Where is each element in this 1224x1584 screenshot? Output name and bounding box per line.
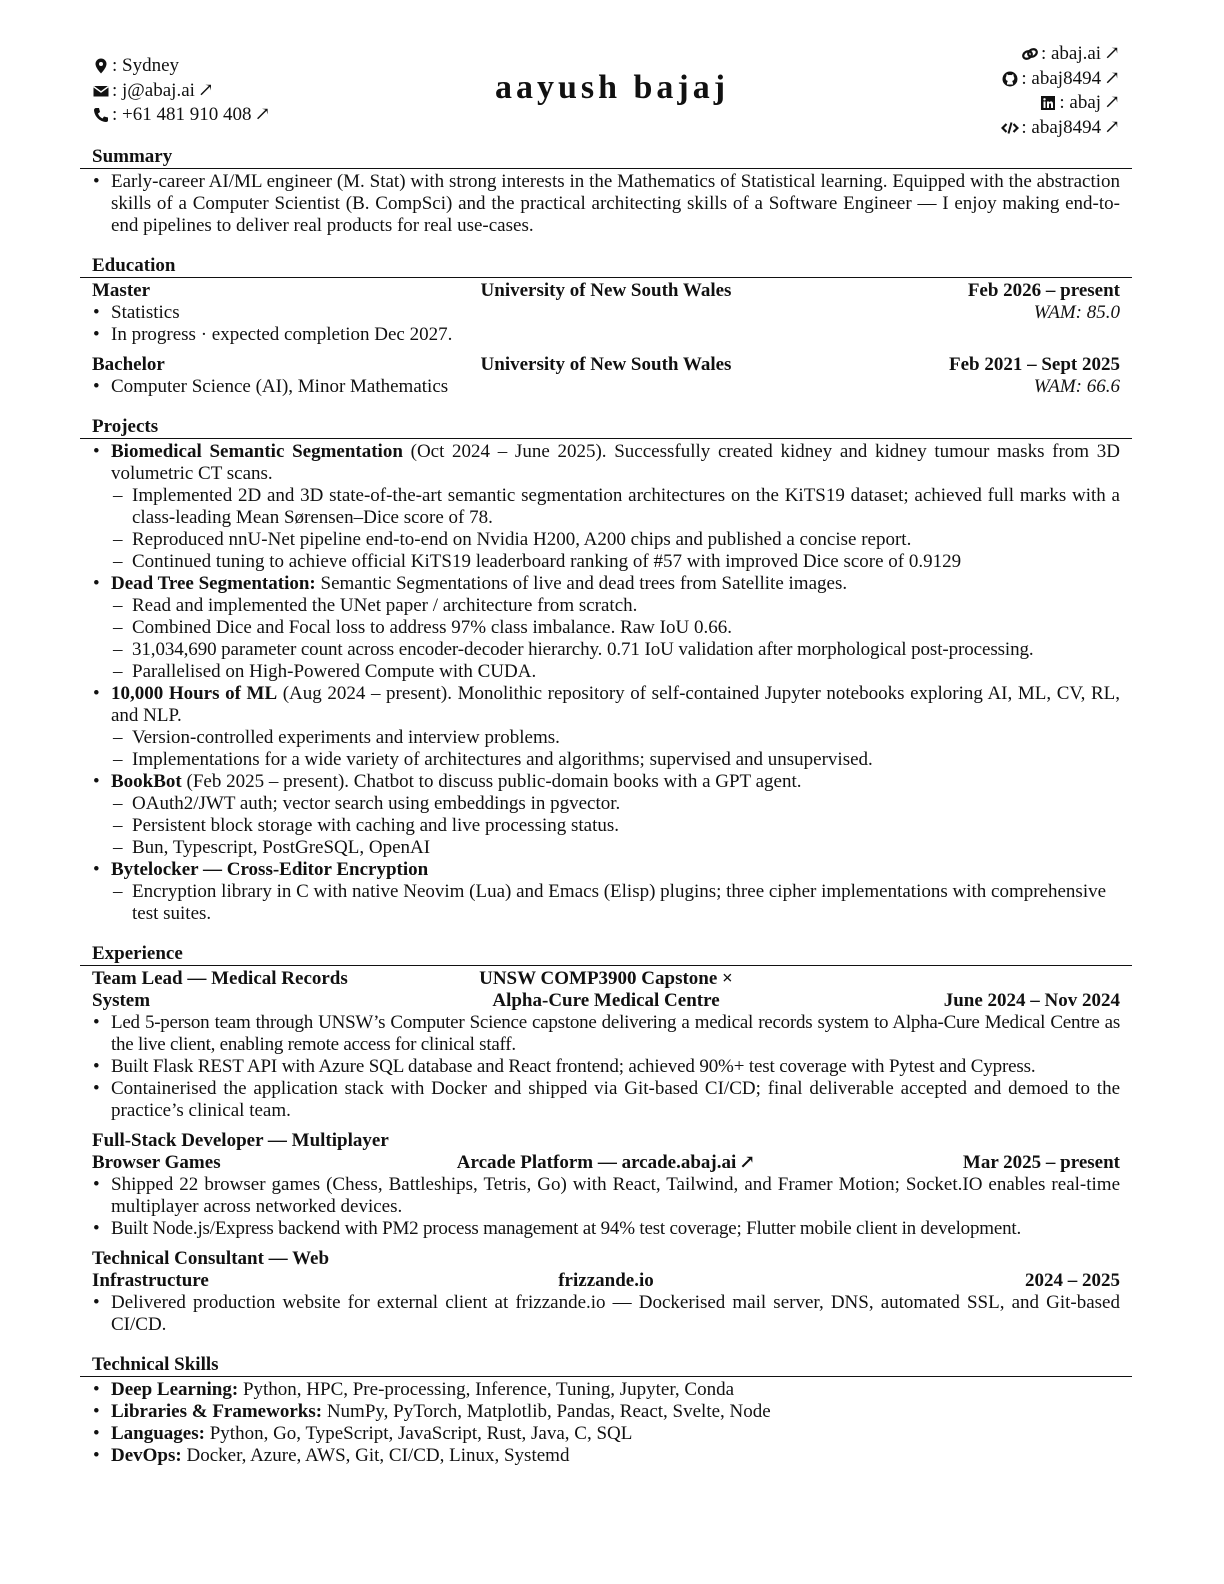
phone-link[interactable]: : +61 481 910 408 <box>112 104 252 126</box>
dates: Feb 2026 – present <box>967 280 1120 301</box>
project-detail: – Implementations for a wide variety of architectures and algorithms; supervised and unsupervised. <box>92 749 1120 771</box>
project-desc: Semantic Segmentations of live and dead trees from Satellite images. <box>315 573 848 594</box>
project-detail: – OAuth2/JWT auth; vector search using embeddings in pgvector. <box>92 793 1120 815</box>
project-item <box>92 771 1120 793</box>
resume-content <box>0 144 1224 1467</box>
dates: Mar 2025 – present <box>962 1152 1120 1173</box>
project-desc: (Feb 2025 – present). Chatbot to discuss public-domain books with a GPT agent. <box>181 771 802 792</box>
experience-bullet: • Built Flask REST API with Azure SQL database and React frontend; achieved 90%+ test coverage with Pytest and Cypress. <box>92 1056 1120 1078</box>
project-detail: – 31,034,690 parameter count across encoder-decoder hierarchy. 0.71 IoU validation after morphological post-processing. <box>92 639 1120 661</box>
experience-entry-header <box>92 1248 1120 1292</box>
education-section <box>0 253 1224 398</box>
section-title: Technical Skills <box>80 1352 1132 1377</box>
skill-label: Languages: <box>111 1423 205 1444</box>
project-name: Dead Tree Segmentation: <box>111 573 316 594</box>
degree: Master <box>92 280 151 301</box>
school: University of New South Wales <box>480 354 732 375</box>
code-icon <box>1001 119 1019 137</box>
education-entry-header <box>92 280 1120 302</box>
github-row[interactable] <box>1001 67 1120 92</box>
role: Team Lead — Medical Records System <box>92 968 348 1011</box>
experience-entry-header <box>92 1130 1120 1174</box>
project-detail: – Combined Dice and Focal loss to address 97% class imbalance. Raw IoU 0.66. <box>92 617 1120 639</box>
organization: UNSW COMP3900 Capstone × Alpha-Cure Medical Centre <box>479 968 733 1011</box>
skill-label: DevOps: <box>111 1445 182 1466</box>
location-text: : Sydney <box>112 55 180 77</box>
summary-section <box>0 144 1224 237</box>
project-item <box>92 859 1120 881</box>
external-link-icon: ↗ <box>1104 43 1120 65</box>
role: Technical Consultant — Web Infrastructure <box>92 1248 330 1291</box>
education-entry-header <box>92 354 1120 376</box>
project-name: BookBot <box>111 771 182 792</box>
wam-score: WAM: 66.6 <box>1033 376 1120 397</box>
project-detail: – Implemented 2D and 3D state-of-the-art semantic segmentation architectures on the KiTS19 dataset; achieved full marks with a class-leading Mean Sørensen–Dice score of 78. <box>92 485 1120 529</box>
organization: frizzande.io <box>558 1270 654 1291</box>
project-detail: – Bun, Typescript, PostGreSQL, OpenAI <box>92 837 1120 859</box>
experience-section <box>0 941 1224 1336</box>
external-link-icon: ↗ <box>1104 67 1120 89</box>
project-item <box>92 683 1120 727</box>
dates: Feb 2021 – Sept 2025 <box>949 354 1120 375</box>
linkedin-row[interactable] <box>1001 91 1120 116</box>
experience-bullet: • Led 5-person team through UNSW’s Computer Science capstone delivering a medical records system to Alpha-Cure Medical Centre as the live client, enabling remote access for clinical staff. <box>92 1012 1120 1056</box>
project-detail: – Persistent block storage with caching and live processing status. <box>92 815 1120 837</box>
degree: Bachelor <box>92 354 165 375</box>
experience-bullet: • Shipped 22 browser games (Chess, Battleships, Tetris, Go) with React, Tailwind, and Framer Motion; Socket.IO enables real-time multiplayer across networked devices. <box>92 1174 1120 1218</box>
education-field: • Computer Science (AI), Minor Mathematics <box>92 376 448 398</box>
project-detail: – Reproduced nnU-Net pipeline end-to-end on Nvidia H200, A200 chips and published a concise report. <box>92 529 1120 551</box>
projects-section <box>0 414 1224 925</box>
skill-item <box>92 1401 1120 1423</box>
experience-entry-header <box>92 968 1120 1012</box>
external-link-icon: ↗ <box>254 104 271 126</box>
linkedin-icon <box>1039 94 1057 112</box>
summary-text: • Early-career AI/ML engineer (M. Stat) with strong interests in the Mathematics of Statistical learning. Equipped with the abstraction skills of a Computer Scientist (B. CompSci) and the practical architecting skills of a Software Engineer — I enjoy making end-to-end pipelines to deliver real products for real use-cases. <box>92 171 1120 237</box>
skill-label: Deep Learning: <box>111 1379 239 1400</box>
project-item <box>92 573 1120 595</box>
project-name: Bytelocker — Cross-Editor Encryption <box>111 859 429 880</box>
education-field: • Statistics <box>92 302 180 324</box>
project-desc: (Aug 2024 – present). Monolithic repository of self-contained Jupyter notebooks exploring AI, ML, CV, RL, and NLP. <box>111 683 1121 726</box>
project-detail: – Read and implemented the UNet paper / architecture from scratch. <box>92 595 1120 617</box>
experience-bullet: • Delivered production website for external client at frizzande.io — Dockerised mail server, DNS, automated SSL, and Git-based CI/CD. <box>92 1292 1120 1336</box>
project-name: 10,000 Hours of ML <box>111 683 278 704</box>
phone-icon <box>92 106 110 124</box>
project-detail: – Parallelised on High-Powered Compute with CUDA. <box>92 661 1120 683</box>
education-detail-row <box>92 376 1120 398</box>
linkedin-link[interactable]: : abaj <box>1059 92 1102 114</box>
contact-right <box>1001 42 1120 140</box>
external-link-icon: ↗ <box>739 1152 756 1173</box>
section-title: Experience <box>80 941 1132 966</box>
website-link[interactable]: : abaj.ai <box>1040 43 1102 65</box>
skills-section <box>0 1352 1224 1467</box>
experience-bullet: • Built Node.js/Express backend with PM2 process management at 94% test coverage; Flutter mobile client in development. <box>92 1218 1120 1240</box>
dates: 2024 – 2025 <box>1025 1270 1120 1291</box>
project-detail: – Encryption library in C with native Neovim (Lua) and Emacs (Elisp) plugins; three cipher implementations with comprehensive test suites. <box>92 881 1120 925</box>
email-link[interactable]: : j@abaj.ai <box>112 79 195 101</box>
school: University of New South Wales <box>480 280 732 301</box>
dates: June 2024 – Nov 2024 <box>943 990 1120 1011</box>
project-item <box>92 441 1120 485</box>
external-link-icon: ↗ <box>197 79 214 101</box>
skill-item <box>92 1445 1120 1467</box>
leetcode-row[interactable] <box>1001 116 1120 141</box>
skill-label: Libraries & Frameworks: <box>111 1401 323 1422</box>
role: Full-Stack Developer — Multiplayer Browser Games <box>92 1130 389 1173</box>
skill-item <box>92 1423 1120 1445</box>
section-title: Projects <box>80 414 1132 439</box>
project-detail: – Continued tuning to achieve official KiTS19 leaderboard ranking of #57 with improved Dice score of 0.9129 <box>92 551 1120 573</box>
skill-value: Python, Go, TypeScript, JavaScript, Rust, Java, C, SQL <box>204 1423 633 1444</box>
skill-item <box>92 1379 1120 1401</box>
project-desc: (Oct 2024 – June 2025). Successfully created kidney and kidney tumour masks from 3D volumetric CT scans. <box>111 441 1120 484</box>
external-link-icon: ↗ <box>1104 116 1120 138</box>
github-link[interactable]: : abaj8494 <box>1021 67 1102 89</box>
education-detail-row <box>92 302 1120 324</box>
website-row[interactable] <box>1001 42 1120 67</box>
skill-value: Python, HPC, Pre-processing, Inference, Tuning, Jupyter, Conda <box>238 1379 735 1400</box>
section-title: Summary <box>80 144 1132 169</box>
education-note: • In progress · expected completion Dec 2027. <box>92 324 1120 346</box>
external-link-icon: ↗ <box>1104 92 1120 114</box>
resume-header <box>0 40 1224 140</box>
experience-bullet: • Containerised the application stack with Docker and shipped via Git-based CI/CD; final deliverable accepted and demoed to the practice’s clinical team. <box>92 1078 1120 1122</box>
candidate-name: aayush bajaj <box>494 69 730 106</box>
wam-score: WAM: 85.0 <box>1033 302 1120 323</box>
project-name: Biomedical Semantic Segmentation <box>111 441 403 462</box>
organization[interactable]: Arcade Platform — arcade.abaj.ai ↗ <box>456 1152 756 1173</box>
project-detail: – Version-controlled experiments and interview problems. <box>92 727 1120 749</box>
github-icon <box>1001 70 1019 88</box>
skill-value: Docker, Azure, AWS, Git, CI/CD, Linux, Systemd <box>181 1445 570 1466</box>
skill-value: NumPy, PyTorch, Matplotlib, Pandas, React, Svelte, Node <box>322 1401 771 1422</box>
link-icon <box>1021 45 1039 63</box>
section-title: Education <box>80 253 1132 278</box>
leetcode-link[interactable]: : abaj8494 <box>1021 116 1102 138</box>
